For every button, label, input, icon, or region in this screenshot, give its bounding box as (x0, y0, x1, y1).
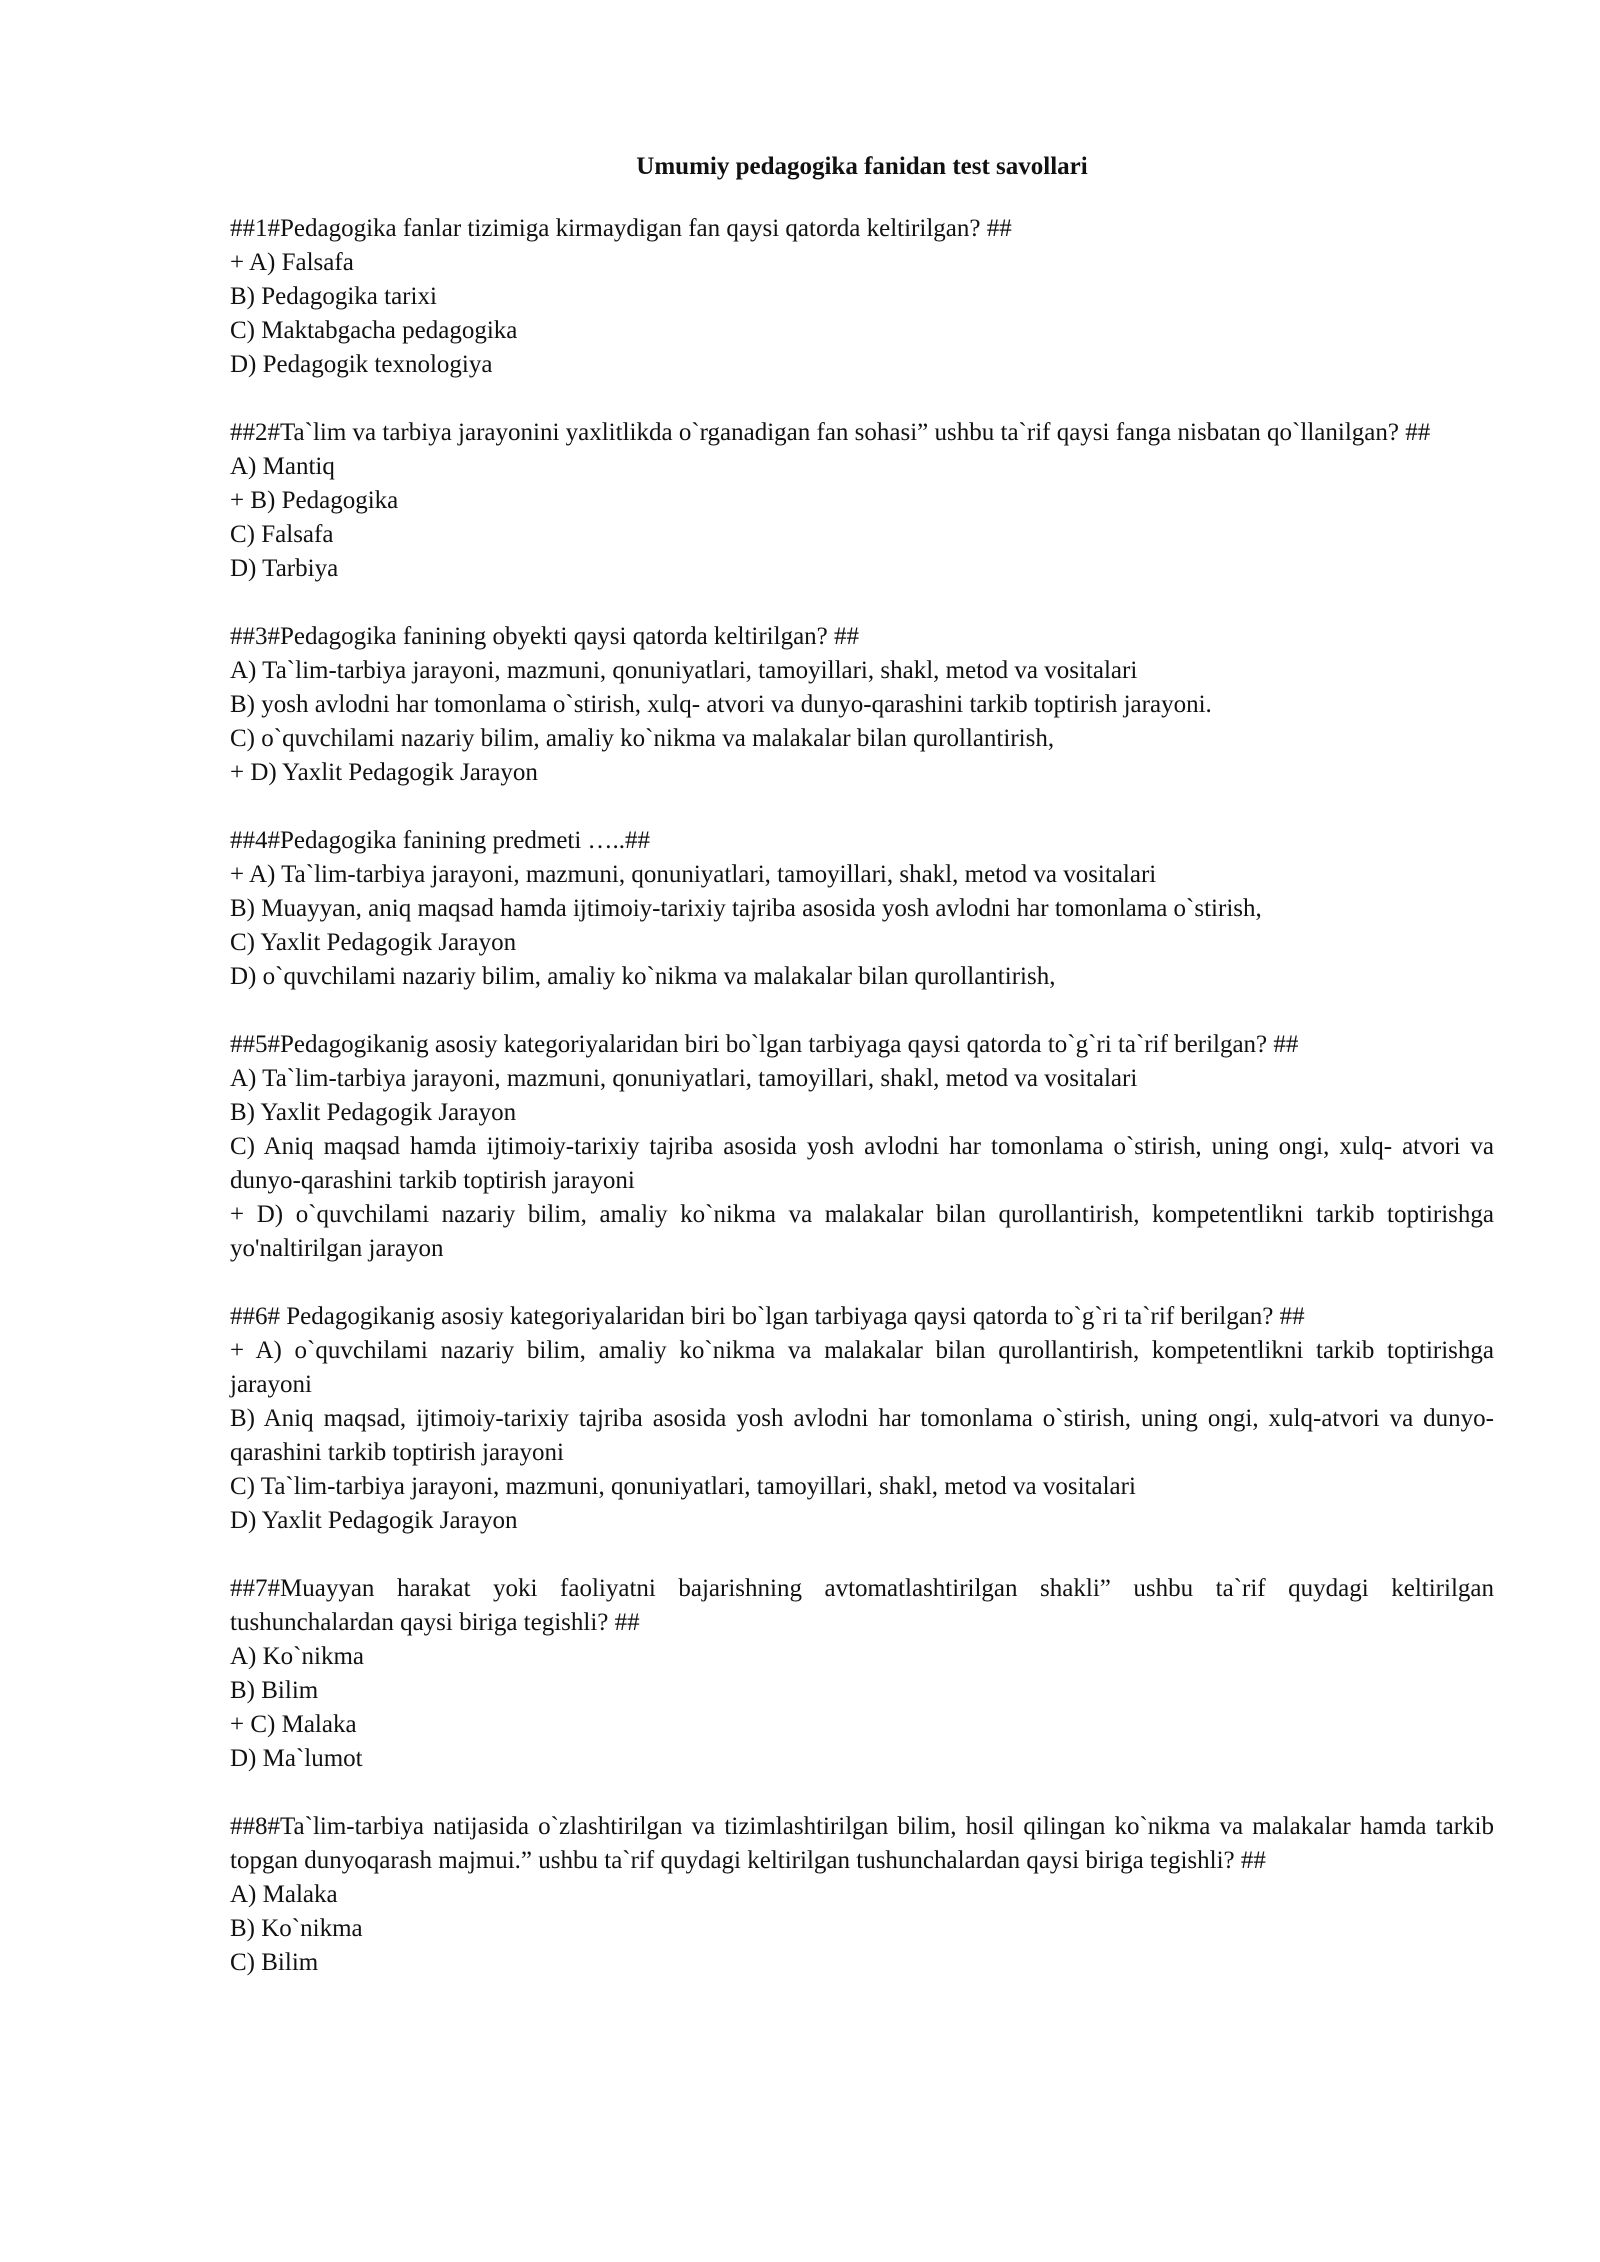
answer-option: C) Aniq maqsad hamda ijtimoiy-tarixiy tajriba asosida yosh avlodni har tomonlama o`stirish, uning ongi, xulq- atvori va dunyo-qarashini tarkib toptirish jarayoni (230, 1133, 1494, 1194)
question-8 (230, 1810, 1494, 1980)
answer-option: A) Malaka (230, 1881, 338, 1908)
answer-option: C) Falsafa (230, 521, 334, 548)
answer-option: D) Ma`lumot (230, 1745, 363, 1772)
answer-option: + D) o`quvchilami nazariy bilim, amaliy ko`nikma va malakalar bilan qurollantirish, kompetentlikni tarkib toptirishga yo'naltirilgan jarayon (230, 1201, 1494, 1262)
question-4 (230, 824, 1494, 994)
answer-option: D) Yaxlit Pedagogik Jarayon (230, 1507, 518, 1534)
question-3 (230, 620, 1494, 790)
answer-option: B) Aniq maqsad, ijtimoiy-tarixiy tajriba asosida yosh avlodni har tomonlama o`stirish, uning ongi, xulq-atvori va dunyo-qarashini tarkib toptirish jarayoni (230, 1405, 1494, 1466)
answer-option: B) Muayyan, aniq maqsad hamda ijtimoiy-tarixiy tajriba asosida yosh avlodni har tomonlama o`stirish, (230, 895, 1262, 922)
question-text: ##1#Pedagogika fanlar tizimiga kirmaydigan fan qaysi qatorda keltirilgan? ## (230, 215, 1012, 242)
question-text: ##7#Muayyan harakat yoki faoliyatni bajarishning avtomatlashtirilgan shakli” ushbu ta`rif quydagi keltirilgan tushunchalardan qaysi biriga tegishli? ## (230, 1575, 1494, 1636)
answer-option: A) Ko`nikma (230, 1643, 364, 1670)
answer-option: B) yosh avlodni har tomonlama o`stirish, xulq- atvori va dunyo-qarashini tarkib toptirish jarayoni. (230, 691, 1212, 718)
answer-option: + A) Ta`lim-tarbiya jarayoni, mazmuni, qonuniyatlari, tamoyillari, shakl, metod va vositalari (230, 861, 1157, 888)
question-5 (230, 1028, 1494, 1266)
answer-option: B) Bilim (230, 1677, 319, 1704)
question-list (230, 212, 1494, 1980)
answer-option: C) Ta`lim-tarbiya jarayoni, mazmuni, qonuniyatlari, tamoyillari, shakl, metod va vositalari (230, 1473, 1136, 1500)
question-text: ##8#Ta`lim-tarbiya natijasida o`zlashtirilgan va tizimlashtirilgan bilim, hosil qilingan ko`nikma va malakalar hamda tarkib topgan dunyoqarash majmui.” ushbu ta`rif quydagi keltirilgan tushunchalardan qaysi biriga tegishli? ## (230, 1813, 1494, 1874)
document-content (230, 150, 1494, 2014)
answer-option: + A) Falsafa (230, 249, 354, 276)
question-text: ##5#Pedagogikanig asosiy kategoriyalaridan biri bo`lgan tarbiyaga qaysi qatorda to`g`ri ta`rif berilgan? ## (230, 1031, 1299, 1058)
answer-option: D) Pedagogik texnologiya (230, 351, 493, 378)
answer-option: A) Ta`lim-tarbiya jarayoni, mazmuni, qonuniyatlari, tamoyillari, shakl, metod va vositalari (230, 657, 1138, 684)
question-1 (230, 212, 1494, 382)
answer-option: D) Tarbiya (230, 555, 339, 582)
answer-option: C) Yaxlit Pedagogik Jarayon (230, 929, 517, 956)
answer-option: A) Mantiq (230, 453, 335, 480)
answer-option: + B) Pedagogika (230, 487, 399, 514)
document-title: Umumiy pedagogika fanidan test savollari (636, 153, 1088, 180)
question-7 (230, 1572, 1494, 1776)
answer-option: + C) Malaka (230, 1711, 357, 1738)
answer-option: C) o`quvchilami nazariy bilim, amaliy ko`nikma va malakalar bilan qurollantirish, (230, 725, 1055, 752)
answer-option: B) Ko`nikma (230, 1915, 363, 1942)
question-text: ##3#Pedagogika fanining obyekti qaysi qatorda keltirilgan? ## (230, 623, 860, 650)
answer-option: + A) o`quvchilami nazariy bilim, amaliy ko`nikma va malakalar bilan qurollantirish, kompetentlikni tarkib toptirishga jarayoni (230, 1337, 1494, 1398)
answer-option: B) Pedagogika tarixi (230, 283, 437, 310)
question-text: ##4#Pedagogika fanining predmeti …..## (230, 827, 651, 854)
answer-option: + D) Yaxlit Pedagogik Jarayon (230, 759, 538, 786)
answer-option: D) o`quvchilami nazariy bilim, amaliy ko`nikma va malakalar bilan qurollantirish, (230, 963, 1056, 990)
question-2 (230, 416, 1494, 586)
question-text: ##6# Pedagogikanig asosiy kategoriyalaridan biri bo`lgan tarbiyaga qaysi qatorda to`g`ri ta`rif berilgan? ## (230, 1303, 1305, 1330)
answer-option: C) Maktabgacha pedagogika (230, 317, 518, 344)
question-text: ##2#Ta`lim va tarbiya jarayonini yaxlitlikda o`rganadigan fan sohasi” ushbu ta`rif qaysi fanga nisbatan qo`llanilgan? ## (230, 419, 1431, 446)
question-6 (230, 1300, 1494, 1538)
answer-option: C) Bilim (230, 1949, 319, 1976)
answer-option: A) Ta`lim-tarbiya jarayoni, mazmuni, qonuniyatlari, tamoyillari, shakl, metod va vositalari (230, 1065, 1138, 1092)
answer-option: B) Yaxlit Pedagogik Jarayon (230, 1099, 517, 1126)
